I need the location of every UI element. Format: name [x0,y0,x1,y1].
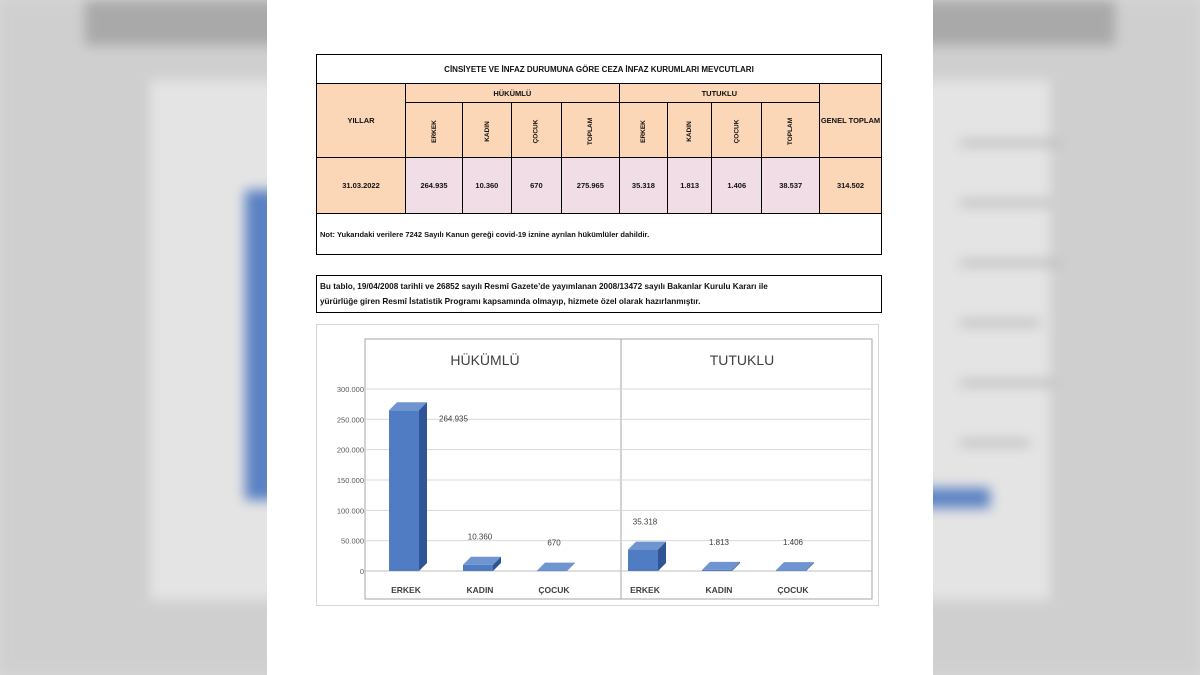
y-tick-label: 50.000 [341,536,364,546]
y-tick-label: 0 [359,567,364,576]
bar [537,571,567,572]
column-header: ERKEK [406,103,463,158]
data-label: 264.935 [439,414,468,424]
data-label: 10.360 [467,532,493,542]
data-label: 670 [547,538,561,548]
y-tick-label: 150.000 [336,476,364,485]
category-label: KADIN [705,585,733,595]
y-tick-label: 250.000 [336,415,364,425]
table-cell: 10.360 [463,158,512,214]
table-cell: 1.813 [668,158,712,214]
column-header: KADIN [668,103,712,158]
bar-top [776,562,814,570]
category-label: KADIN [466,585,494,595]
background-line [960,200,1050,206]
table-cell: 670 [511,158,561,214]
chart-svg [317,325,878,605]
hukumlu-header: HÜKÜMLÜ [406,84,620,103]
data-label: 35.318 [632,517,658,527]
row-date: 31.03.2022 [317,158,406,214]
bar-top [702,562,740,570]
table-cell: 264.935 [406,158,463,214]
bar-top [537,563,575,571]
bar [628,550,658,571]
background-line [960,260,1060,266]
bar [463,565,493,571]
category-label: ERKEK [391,585,421,595]
genel-toplam-cell: 314.502 [820,158,882,214]
panel-title: HÜKÜMLÜ [450,352,520,368]
table-cell: 38.537 [762,158,820,214]
column-header: TOPLAM [762,103,820,158]
bar [702,570,732,571]
disclaimer-line: Bu tablo, 19/04/2008 tarihli ve 26852 sayılı Resmî Gazete’de yayımlanan 2008/13472 sayılı Bakanlar Kurulu Kararı ile [320,282,768,291]
y-tick-label: 100.000 [336,506,364,516]
column-header: TOPLAM [562,103,619,158]
bar [389,410,419,571]
document-page [267,0,933,675]
column-header: ÇOCUK [712,103,762,158]
column-header: ERKEK [619,103,668,158]
category-label: ERKEK [630,585,660,595]
category-label: ÇOCUK [777,585,809,595]
bar [776,570,806,571]
bar-chart [316,324,879,606]
column-header: ÇOCUK [511,103,561,158]
panel-title: TUTUKLU [709,352,775,368]
y-tick-label: 200.000 [336,445,364,455]
background-line [960,320,1040,326]
table-note: Not: Yukarıdaki verilere 7242 Sayılı Kanun gereği covid-19 iznine ayrılan hükümlüler dahildir. [317,214,882,255]
background-line [960,380,1055,386]
yillar-header: YILLAR [317,84,406,158]
statistics-table [316,54,882,255]
plot-frame [365,339,872,599]
column-header: KADIN [463,103,512,158]
data-label: 1.813 [708,537,730,547]
disclaimer-box [316,275,882,313]
background-line [960,440,1030,446]
y-tick-label: 300.000 [336,385,364,394]
bar-side [419,402,427,571]
table-cell: 1.406 [712,158,762,214]
table-title: CİNSİYETE VE İNFAZ DURUMUNA GÖRE CEZA İNFAZ KURUMLARI MEVCUTLARI [317,55,882,84]
table-cell: 275.965 [562,158,619,214]
genel-toplam-header: GENEL TOPLAM [820,84,882,158]
table-cell: 35.318 [619,158,668,214]
data-label: 1.406 [782,538,804,548]
category-label: ÇOCUK [538,585,570,595]
tutuklu-header: TUTUKLU [619,84,819,103]
disclaimer-line: yürürlüğe giren Resmî İstatistik Programı kapsamında olmayıp, hizmete özel olarak hazırlanmıştır. [320,297,701,306]
background-line [960,140,1060,146]
